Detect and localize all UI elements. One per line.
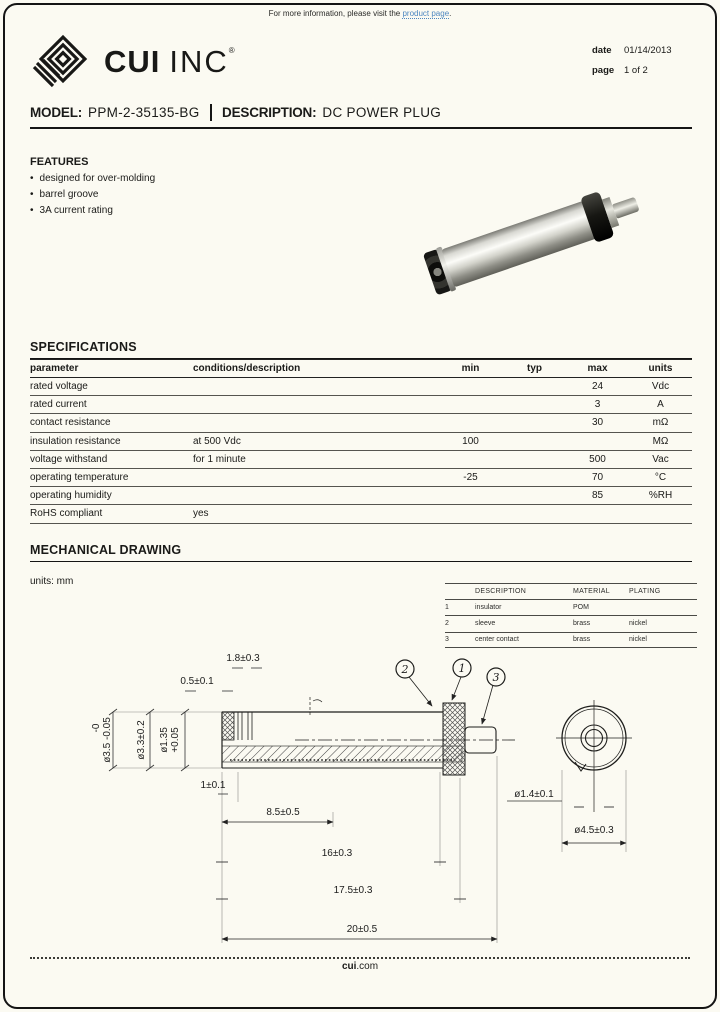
cell-max: 500 bbox=[589, 453, 606, 465]
mat-num: 3 bbox=[445, 636, 449, 644]
dim-pin-diameter: ø1.4±0.1 bbox=[514, 789, 554, 800]
bullet: • bbox=[30, 173, 34, 184]
table-row bbox=[30, 469, 692, 487]
description-value: DC POWER PLUG bbox=[322, 105, 442, 120]
col-min: min bbox=[461, 363, 480, 374]
footer-domain: .com bbox=[356, 961, 379, 972]
dc-plug-image bbox=[422, 181, 645, 298]
date-value: 01/14/2013 bbox=[624, 45, 672, 56]
table-row bbox=[445, 632, 697, 648]
dim-groove-diameter: ø3.3±0.2 bbox=[136, 720, 147, 760]
title-separator bbox=[210, 104, 213, 121]
product-photo bbox=[410, 163, 665, 308]
footer bbox=[0, 961, 720, 972]
cell-units: Vac bbox=[652, 453, 669, 465]
feature-item bbox=[30, 173, 155, 184]
table-row bbox=[30, 396, 692, 414]
model-value: PPM-2-35135-BG bbox=[88, 105, 200, 120]
cell-min: -25 bbox=[463, 472, 478, 484]
page-value: 1 of 2 bbox=[624, 65, 648, 76]
feature-item bbox=[30, 205, 113, 216]
mat-description: insulator bbox=[475, 604, 502, 612]
cell-max: 30 bbox=[591, 417, 604, 429]
mechanical-drawing bbox=[88, 648, 704, 956]
spec-header-row bbox=[30, 359, 692, 378]
specifications-title: SPECIFICATIONS bbox=[30, 340, 692, 359]
mat-material: POM bbox=[573, 604, 589, 612]
side-view bbox=[222, 697, 515, 775]
cell-parameter: voltage withstand bbox=[30, 453, 108, 465]
cell-conditions: for 1 minute bbox=[193, 453, 246, 465]
specifications-table bbox=[30, 359, 692, 524]
mat-num: 1 bbox=[445, 604, 449, 612]
logo-text bbox=[104, 44, 235, 80]
col-max: max bbox=[587, 363, 608, 374]
materials-header-row bbox=[445, 583, 697, 599]
model-label: MODEL: bbox=[30, 105, 83, 120]
footer-rule bbox=[30, 957, 690, 959]
mat-col-description: DESCRIPTION bbox=[475, 588, 527, 596]
cell-units: MΩ bbox=[652, 435, 669, 447]
cell-units: %RH bbox=[648, 490, 673, 502]
plug-rear-pin bbox=[612, 196, 640, 218]
plug-barrel bbox=[441, 201, 596, 288]
mat-plating: nickel bbox=[629, 620, 647, 628]
mat-col-plating: PLATING bbox=[629, 588, 661, 596]
cell-parameter: insulation resistance bbox=[30, 435, 121, 447]
tip-knurl bbox=[222, 712, 234, 740]
col-conditions: conditions/description bbox=[193, 363, 301, 374]
cell-units: A bbox=[657, 399, 664, 411]
title-rule bbox=[30, 127, 692, 129]
callout-number: 1 bbox=[458, 662, 466, 675]
table-row bbox=[30, 487, 692, 505]
mechanical-title: MECHANICAL DRAWING bbox=[30, 543, 692, 562]
top-note-prefix: For more information, please visit the bbox=[268, 9, 403, 18]
mat-col-material: MATERIAL bbox=[573, 588, 610, 596]
top-note-suffix: . bbox=[449, 9, 452, 18]
callout-number: 2 bbox=[401, 663, 409, 676]
mat-description: center contact bbox=[475, 636, 519, 644]
table-row bbox=[30, 414, 692, 432]
table-row bbox=[445, 599, 697, 615]
page-label: page bbox=[592, 65, 615, 76]
materials-table bbox=[445, 583, 697, 648]
product-page-link[interactable]: product page bbox=[402, 9, 450, 18]
mat-num: 2 bbox=[445, 620, 449, 628]
page-row bbox=[592, 61, 672, 81]
cell-conditions: yes bbox=[193, 508, 209, 520]
logo-text-cui: CUI bbox=[104, 44, 161, 79]
units-note: units: mm bbox=[30, 576, 74, 587]
mat-description: sleeve bbox=[475, 620, 496, 628]
dim-body-length: 17.5±0.3 bbox=[333, 885, 373, 896]
feature-text: designed for over-molding bbox=[39, 173, 156, 184]
cell-parameter: rated voltage bbox=[30, 381, 88, 393]
cell-parameter: rated current bbox=[30, 399, 87, 411]
dim-hole-diameter: ø1.35 bbox=[159, 727, 170, 753]
cell-max: 3 bbox=[594, 399, 601, 411]
dim-barrel-length: 16±0.3 bbox=[321, 848, 353, 859]
cell-max: 24 bbox=[591, 381, 604, 393]
description-label: DESCRIPTION: bbox=[222, 105, 317, 120]
feature-text: barrel groove bbox=[39, 189, 99, 200]
mat-material: brass bbox=[573, 620, 591, 628]
cell-units: °C bbox=[654, 472, 667, 484]
footer-brand: cui bbox=[341, 961, 357, 972]
table-row bbox=[30, 505, 692, 523]
dim-overall-length: 20±0.5 bbox=[346, 924, 378, 935]
table-row bbox=[30, 378, 692, 396]
cell-max: 70 bbox=[591, 472, 604, 484]
cell-parameter: contact resistance bbox=[30, 417, 111, 429]
cell-units: mΩ bbox=[652, 417, 669, 429]
cell-parameter: operating humidity bbox=[30, 490, 112, 502]
top-note bbox=[0, 9, 720, 18]
date-row bbox=[592, 41, 672, 61]
dim-sleeve-diameter: ø3.5 -0.05 bbox=[102, 717, 113, 763]
title-bar bbox=[30, 104, 692, 121]
cell-min: 100 bbox=[462, 435, 479, 447]
dim-hole-tolerance: +0.05 bbox=[170, 727, 181, 753]
cell-parameter: RoHS compliant bbox=[30, 508, 103, 520]
registered-mark: ® bbox=[228, 46, 236, 55]
logo-text-inc: INC bbox=[169, 44, 229, 79]
dim-tip: 1±0.1 bbox=[200, 780, 226, 791]
doc-meta bbox=[592, 41, 672, 81]
date-label: date bbox=[592, 45, 612, 56]
callout-number: 3 bbox=[492, 671, 500, 684]
dim-tip-length: 0.5±0.1 bbox=[180, 676, 214, 687]
col-units: units bbox=[648, 363, 673, 374]
dim-groove-position: 8.5±0.5 bbox=[266, 807, 300, 818]
cui-diamond-icon bbox=[30, 33, 92, 91]
cell-units: Vdc bbox=[651, 381, 670, 393]
table-row bbox=[30, 451, 692, 469]
bullet: • bbox=[30, 189, 34, 200]
col-parameter: parameter bbox=[30, 363, 79, 374]
table-row bbox=[445, 615, 697, 631]
dim-groove-width: 1.8±0.3 bbox=[226, 653, 260, 664]
bullet: • bbox=[30, 205, 34, 216]
cell-max: 85 bbox=[591, 490, 604, 502]
dim-end-diameter: ø4.5±0.3 bbox=[574, 825, 614, 836]
dim-sleeve-tolerance: -0 bbox=[91, 723, 102, 733]
mat-plating: nickel bbox=[629, 636, 647, 644]
feature-text: 3A current rating bbox=[39, 205, 113, 216]
insulator-block bbox=[443, 703, 465, 775]
table-row bbox=[30, 433, 692, 451]
header-brand bbox=[30, 33, 235, 91]
col-typ: typ bbox=[527, 363, 542, 374]
mat-material: brass bbox=[573, 636, 591, 644]
cell-parameter: operating temperature bbox=[30, 472, 129, 484]
feature-item bbox=[30, 189, 98, 200]
features-title: FEATURES bbox=[30, 156, 89, 168]
cell-conditions: at 500 Vdc bbox=[193, 435, 241, 447]
